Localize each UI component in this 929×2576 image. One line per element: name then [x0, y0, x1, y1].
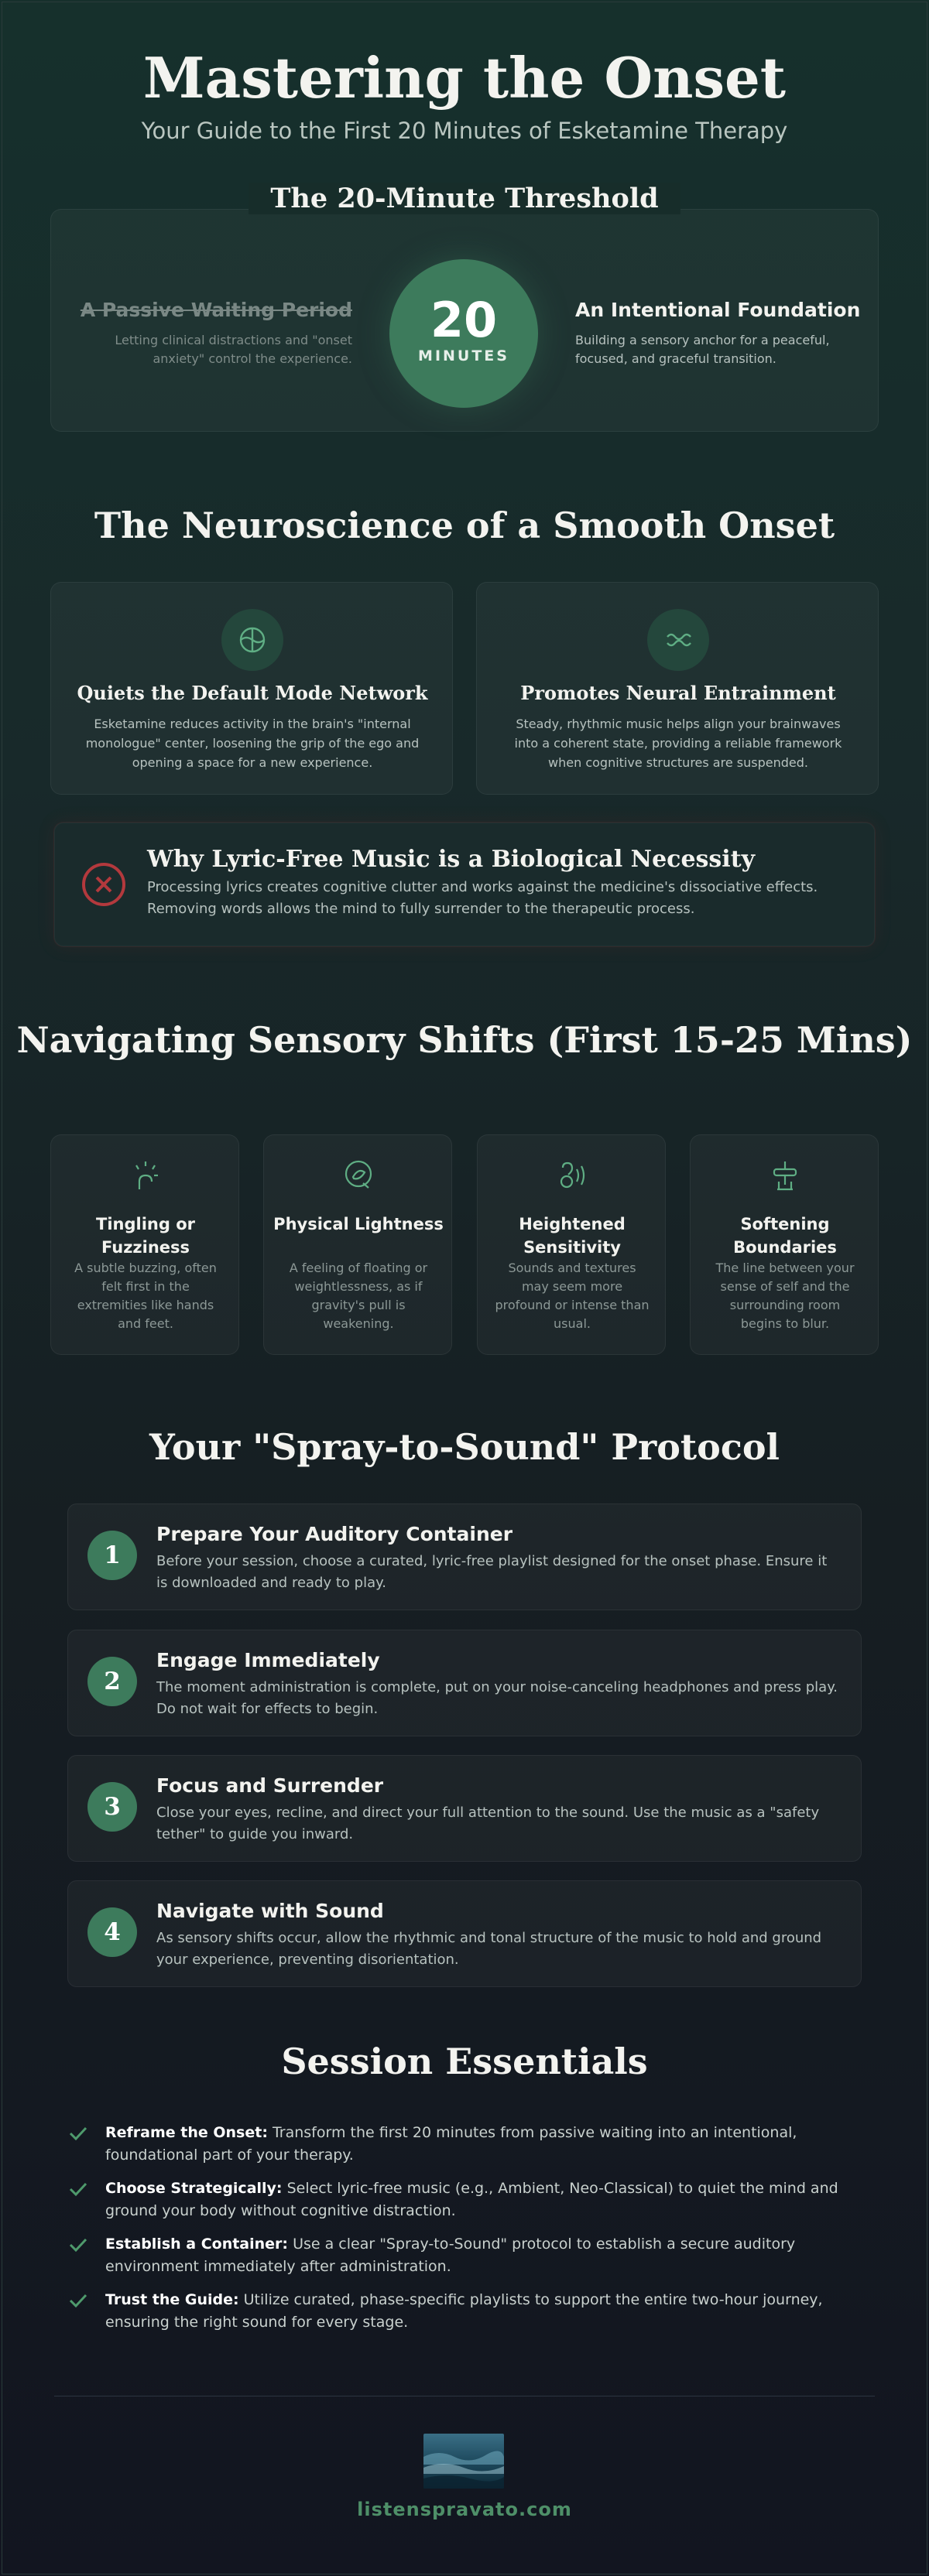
essentials-section-title: Session Essentials — [281, 2041, 648, 2082]
warning-title: Why Lyric-Free Music is a Biological Necessity — [147, 846, 755, 873]
protocol-step-2 — [67, 1630, 862, 1736]
sensory-card-tingling — [50, 1134, 239, 1355]
footer-website-link[interactable]: listenspravato.com — [357, 2499, 572, 2520]
sensory-card-title: Tingling or Fuzziness — [96, 1215, 195, 1257]
warning-desc: Processing lyrics creates cognitive clutter and works against the medicine's dissociative effects. Removing words allows the mind to fully surrender to the therapeutic process. — [147, 879, 818, 917]
neuro-card-dmn — [50, 582, 453, 795]
x-circle-icon — [81, 861, 127, 908]
protocol-step-3 — [67, 1755, 862, 1862]
brain-icon — [221, 609, 283, 671]
step-number-badge: 4 — [87, 1907, 137, 1957]
protocol-step-4 — [67, 1880, 862, 1987]
sensory-card-desc: Sounds and textures may seem more profound or intense than usual. — [495, 1261, 650, 1331]
neuro-card-desc: Steady, rhythmic music helps align your brainwaves into a coherent state, providing a reliable framework when cognitive structures are suspended. — [514, 717, 842, 770]
neuro-section-title: The Neuroscience of a Smooth Onset — [94, 505, 835, 546]
step-number-badge: 2 — [87, 1657, 137, 1706]
essential-text — [105, 2289, 879, 2334]
essential-text — [105, 2177, 879, 2222]
feather-icon — [341, 1158, 375, 1192]
sensory-card-desc: A feeling of floating or weightlessness, as if gravity's pull is weakening. — [289, 1261, 428, 1331]
neuro-card-title: Quiets the Default Mode Network — [77, 682, 428, 704]
sensory-card-sensitivity — [477, 1134, 666, 1355]
step-desc: As sensory shifts occur, allow the rhythmic and tonal structure of the music to hold and ground your experience, preventing disorientation. — [156, 1930, 822, 1968]
step-desc: Before your session, choose a curated, lyric-free playlist designed for the onset phase. Ensure it is downloaded and ready to play. — [156, 1553, 828, 1591]
sensory-card-title: Softening Boundaries — [733, 1215, 837, 1257]
sparkle-hand-icon — [129, 1158, 163, 1192]
page-subtitle: Your Guide to the First 20 Minutes of Esketamine Therapy — [141, 118, 788, 144]
ocean-wave-image — [423, 2434, 504, 2489]
sensory-section-title: Navigating Sensory Shifts (First 15-25 Mins) — [16, 1019, 913, 1061]
foundation-title: An Intentional Foundation — [575, 299, 861, 321]
sensory-card-desc: A subtle buzzing, often felt first in the extremities like hands and feet. — [74, 1261, 217, 1331]
sensory-card-lightness — [263, 1134, 452, 1355]
step-title: Prepare Your Auditory Container — [156, 1523, 513, 1545]
minutes-number: 20 — [430, 292, 498, 348]
step-desc: The moment administration is complete, put on your noise-canceling headphones and press play. Do not wait for effects to begin. — [156, 1679, 838, 1717]
dissolve-icon — [768, 1158, 802, 1192]
step-title: Navigate with Sound — [156, 1900, 384, 1922]
checkmark-icon — [68, 2236, 88, 2253]
essential-label: Reframe the Onset: — [105, 2124, 268, 2141]
sensory-card-boundaries — [690, 1134, 879, 1355]
neuro-card-entrainment — [476, 582, 879, 795]
step-desc: Close your eyes, recline, and direct your full attention to the sound. Use the music as a "safety tether" to guide you inward. — [156, 1805, 820, 1842]
essential-body: Use a clear "Spray-to-Sound" protocol to establish a secure auditory environment immediately after administration. — [105, 2236, 796, 2275]
checkmark-icon — [68, 2292, 88, 2309]
step-title: Focus and Surrender — [156, 1774, 384, 1797]
threshold-title-wrap — [0, 183, 929, 214]
ear-icon — [555, 1158, 589, 1192]
foundation-desc: Building a sensory anchor for a peaceful, focused, and graceful transition. — [575, 333, 830, 366]
threshold-title: The 20-Minute Threshold — [249, 183, 680, 214]
sensory-card-desc: The line between your sense of self and the surrounding room begins to blur. — [715, 1261, 855, 1331]
checkmark-icon — [68, 2125, 88, 2142]
essential-body: Utilize curated, phase-specific playlists to support the entire two-hour journey, ensuring the right sound for every stage. — [105, 2291, 823, 2331]
neuro-card-desc: Esketamine reduces activity in the brain's "internal monologue" center, loosening the grip of the ego and opening a space for a new experience. — [85, 717, 420, 770]
step-title: Engage Immediately — [156, 1649, 380, 1671]
essential-text — [105, 2122, 879, 2167]
essential-text — [105, 2233, 879, 2278]
passive-desc: Letting clinical distractions and "onset anxiety" control the experience. — [115, 333, 352, 366]
minutes-label: MINUTES — [418, 347, 509, 364]
essential-label: Establish a Container: — [105, 2236, 289, 2253]
step-number-badge: 3 — [87, 1782, 137, 1832]
protocol-step-1 — [67, 1504, 862, 1610]
protocol-section-title: Your "Spray-to-Sound" Protocol — [149, 1426, 780, 1468]
checkmark-icon — [68, 2181, 88, 2198]
essential-label: Choose Strategically: — [105, 2180, 283, 2197]
essential-label: Trust the Guide: — [105, 2291, 239, 2308]
essential-body: Select lyric-free music (e.g., Ambient, Neo-Classical) to quiet the mind and ground your body without cognitive distraction. — [105, 2180, 838, 2219]
passive-title: A Passive Waiting Period — [80, 299, 352, 321]
neuro-card-title: Promotes Neural Entrainment — [520, 682, 836, 704]
wave-icon — [647, 609, 709, 671]
sensory-card-title: Physical Lightness — [273, 1215, 444, 1233]
sensory-card-title: Heightened Sensitivity — [519, 1215, 626, 1257]
page-title: Mastering the Onset — [142, 45, 787, 111]
step-number-badge: 1 — [87, 1531, 137, 1580]
essential-body: Transform the first 20 minutes from passive waiting into an intentional, foundational part of your therapy. — [105, 2124, 797, 2164]
